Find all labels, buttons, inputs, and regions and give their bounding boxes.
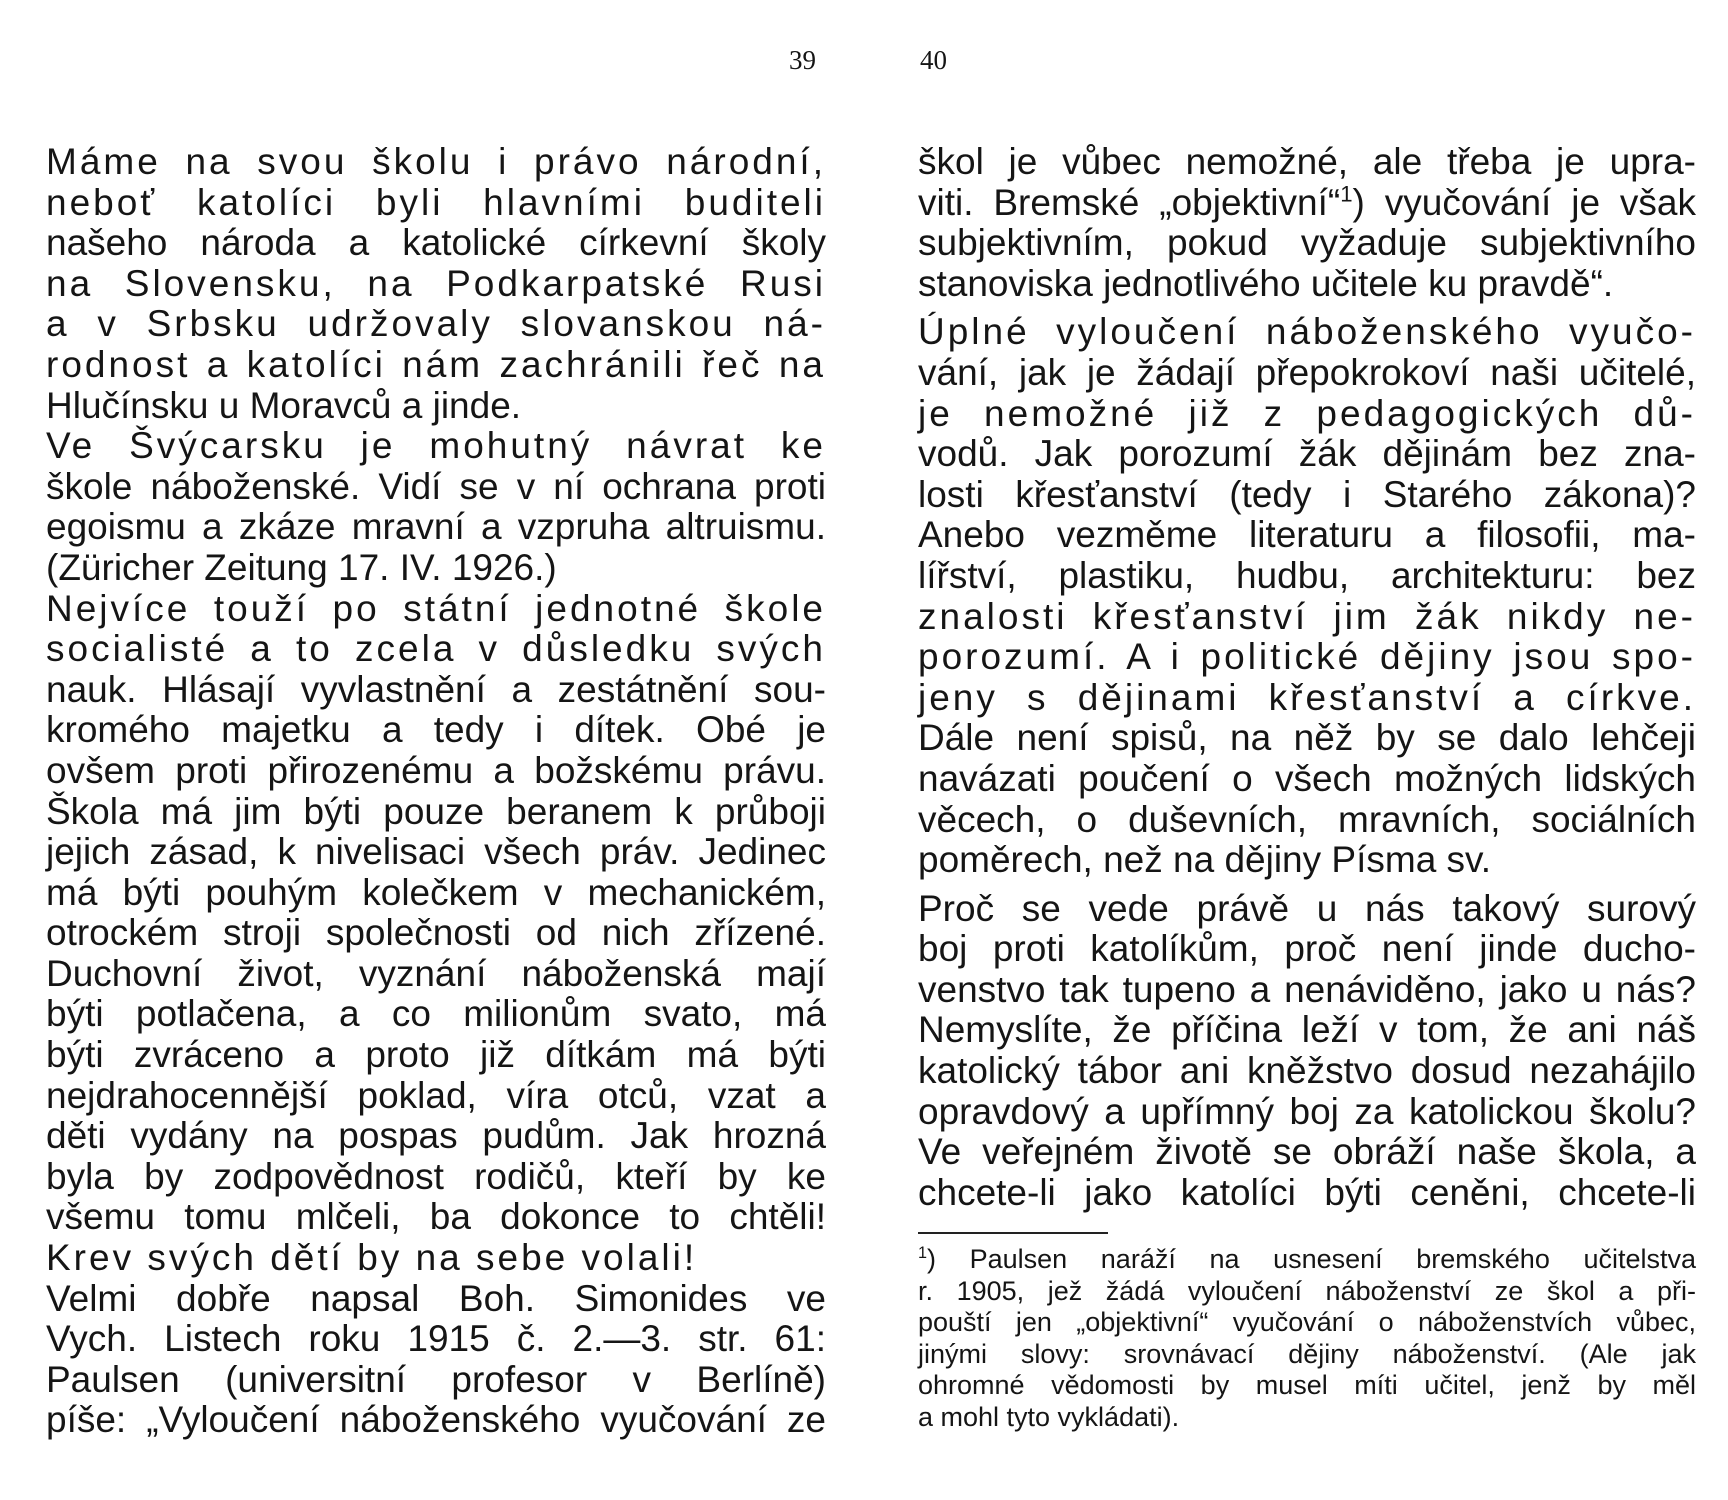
text-line: všemu tomu mlčeli, ba dokonce to chtěli! [46,1196,826,1238]
text-line: viti. Bremské „objektivní“$^1$) vyučování je však [918,181,1696,223]
text-line: Anebo vezměme literaturu a filosofii, ma- [918,514,1696,556]
text-line: věcech, o duševních, mravních, sociálních [918,798,1696,840]
text-line: Nejvíce touží po státní jednotné škole [46,587,826,629]
text-line: vodů. Jak porozumí žák dějinám bez zna- [918,433,1696,475]
text-line: Ve veřejném životě se obráží naše škola, a [918,1131,1696,1173]
text-line: Duchovní život, vyznání náboženská mají [46,952,826,994]
footnote-ref: 1 [1340,181,1353,207]
text-line: nauk. Hlásají vyvlastnění a zestátnění sou- [46,668,826,710]
text-line: Úplné vyloučení náboženského vyučo- [918,311,1696,353]
footnote-line: jinými slovy: srovnávací dějiny náboženství. (Ale jak [918,1338,1696,1369]
text-line: Paulsen (universitní profesor v Berlíně) [46,1358,826,1400]
footnote-line: r. 1905, jež žádá vyloučení náboženství ze škol a při- [918,1275,1696,1306]
text-line: jeny s dějinami křesťanství a církve. [918,676,1696,718]
text-line: losti křesťanství (tedy i Starého zákona)? [918,473,1696,515]
text-line: katolický tábor ani kněžstvo dosud nezahájilo [918,1050,1696,1092]
text-line: navázati poučení o všech možných lidských [918,757,1696,799]
text-line: boj proti katolíkům, proč není jinde ducho- [918,928,1696,970]
text-line: opravdový a upřímný boj za katolickou školu? [918,1090,1696,1132]
left-page-text [46,142,826,1441]
text-line: býti potlačena, a co milionům svato, má [46,993,826,1035]
text-line: byla by zodpovědnost rodičů, kteří by ke [46,1155,826,1197]
text-line: egoismu a zkáze mravní a vzpruha altruismu. [46,506,826,548]
footnote [918,1244,1696,1433]
footnote-line: pouští jen „objektivní“ vyučování o náboženstvích vůbec, [918,1307,1696,1337]
text-line: Hlučínsku u Moravců a jinde. [46,384,522,426]
text-line: píše: „Vyloučení náboženského vyučování ze [46,1399,826,1441]
text-line: je nemožné již z pedagogických dů- [918,392,1696,434]
page-number-left: 39 [789,45,816,75]
text-line: vání, jak je žádají přepokrokoví naši učitelé, [918,351,1696,393]
text-line: škole náboženské. Vidí se v ní ochrana proti [46,465,826,507]
footnote-divider [918,1232,1108,1234]
text-line: porozumí. A i politické dějiny jsou spo- [918,636,1696,678]
text-line: subjektivním, pokud vyžaduje subjektivního [918,222,1696,264]
text-line: kromého majetku a tedy i dítek. Obé je [46,709,826,751]
text-line: Proč se vede právě u nás takový surový [918,887,1696,929]
text-line: Nemyslíte, že příčina leží v tom, že ani náš [918,1009,1696,1051]
footnote-line: $^1$) Paulsen naráží na usnesení bremského učitelstva [918,1244,1696,1274]
text-line: Máme na svou školu i právo národní, [46,141,826,182]
text-line: našeho národa a katolické církevní školy [46,222,826,264]
text-line: jejich zásad, k nivelisaci všech práv. Jedinec [46,831,826,873]
text-line: ovšem proti přirozenému a božskému právu. [46,749,826,791]
footnote-marker: 1 [918,1244,928,1262]
footnote-line: a mohl tyto vykládati). [918,1401,1180,1432]
text-line: Dále není spisů, na něž by se dalo lehčeji [918,717,1696,759]
text-line: a v Srbsku udržovaly slovanskou ná- [46,303,826,345]
text-line: stanoviska jednotlivého učitele ku pravdě“. [918,262,1614,304]
text-line: Ve Švýcarsku je mohutný návrat ke [46,425,826,467]
text-line: poměrech, než na dějiny Písma sv. [918,839,1492,881]
text-line: Krev svých dětí by na sebe volali! [46,1237,698,1279]
right-page-text [918,142,1696,1213]
text-line: děti vydány na pospas pudům. Jak hrozná [46,1115,826,1157]
text-line: škol je vůbec nemožné, ale třeba je upra- [918,141,1696,182]
text-line: býti zvráceno a proto již dítkám má býti [46,1034,826,1076]
text-line: na Slovensku, na Podkarpatské Rusi [46,262,826,304]
text-line: znalosti křesťanství jim žák nikdy ne- [918,595,1696,637]
page-number-right: 40 [920,45,947,75]
text-line: otrockém stroji společnosti od nich zřízené. [46,912,826,954]
text-line: Vych. Listech roku 1915 č. 2.—3. str. 61: [46,1318,826,1360]
text-line: Velmi dobře napsal Boh. Simonides ve [46,1277,826,1319]
text-line: (Züricher Zeitung 17. IV. 1926.) [46,546,557,588]
text-line: venstvo tak tupeno a nenáviděno, jako u nás? [918,968,1696,1010]
text-line: nejdrahocennější poklad, víra otců, vzat a [46,1074,826,1116]
text-line: chcete-li jako katolíci býti ceněni, chcete-li [918,1171,1696,1213]
text-line: neboť katolíci byli hlavními buditeli [46,181,826,223]
text-line: Škola má jim býti pouze beranem k průboji [46,790,826,832]
text-line: rodnost a katolíci nám zachránili řeč na [46,343,826,385]
text-line: socialisté a to zcela v důsledku svých [46,628,826,670]
footnote-line: ohromné vědomosti by musel míti učitel, jenž by měl [918,1370,1696,1400]
text-line: lířství, plastiku, hudbu, architekturu: bez [918,554,1696,596]
text-line: má býti pouhým kolečkem v mechanickém, [46,871,826,913]
